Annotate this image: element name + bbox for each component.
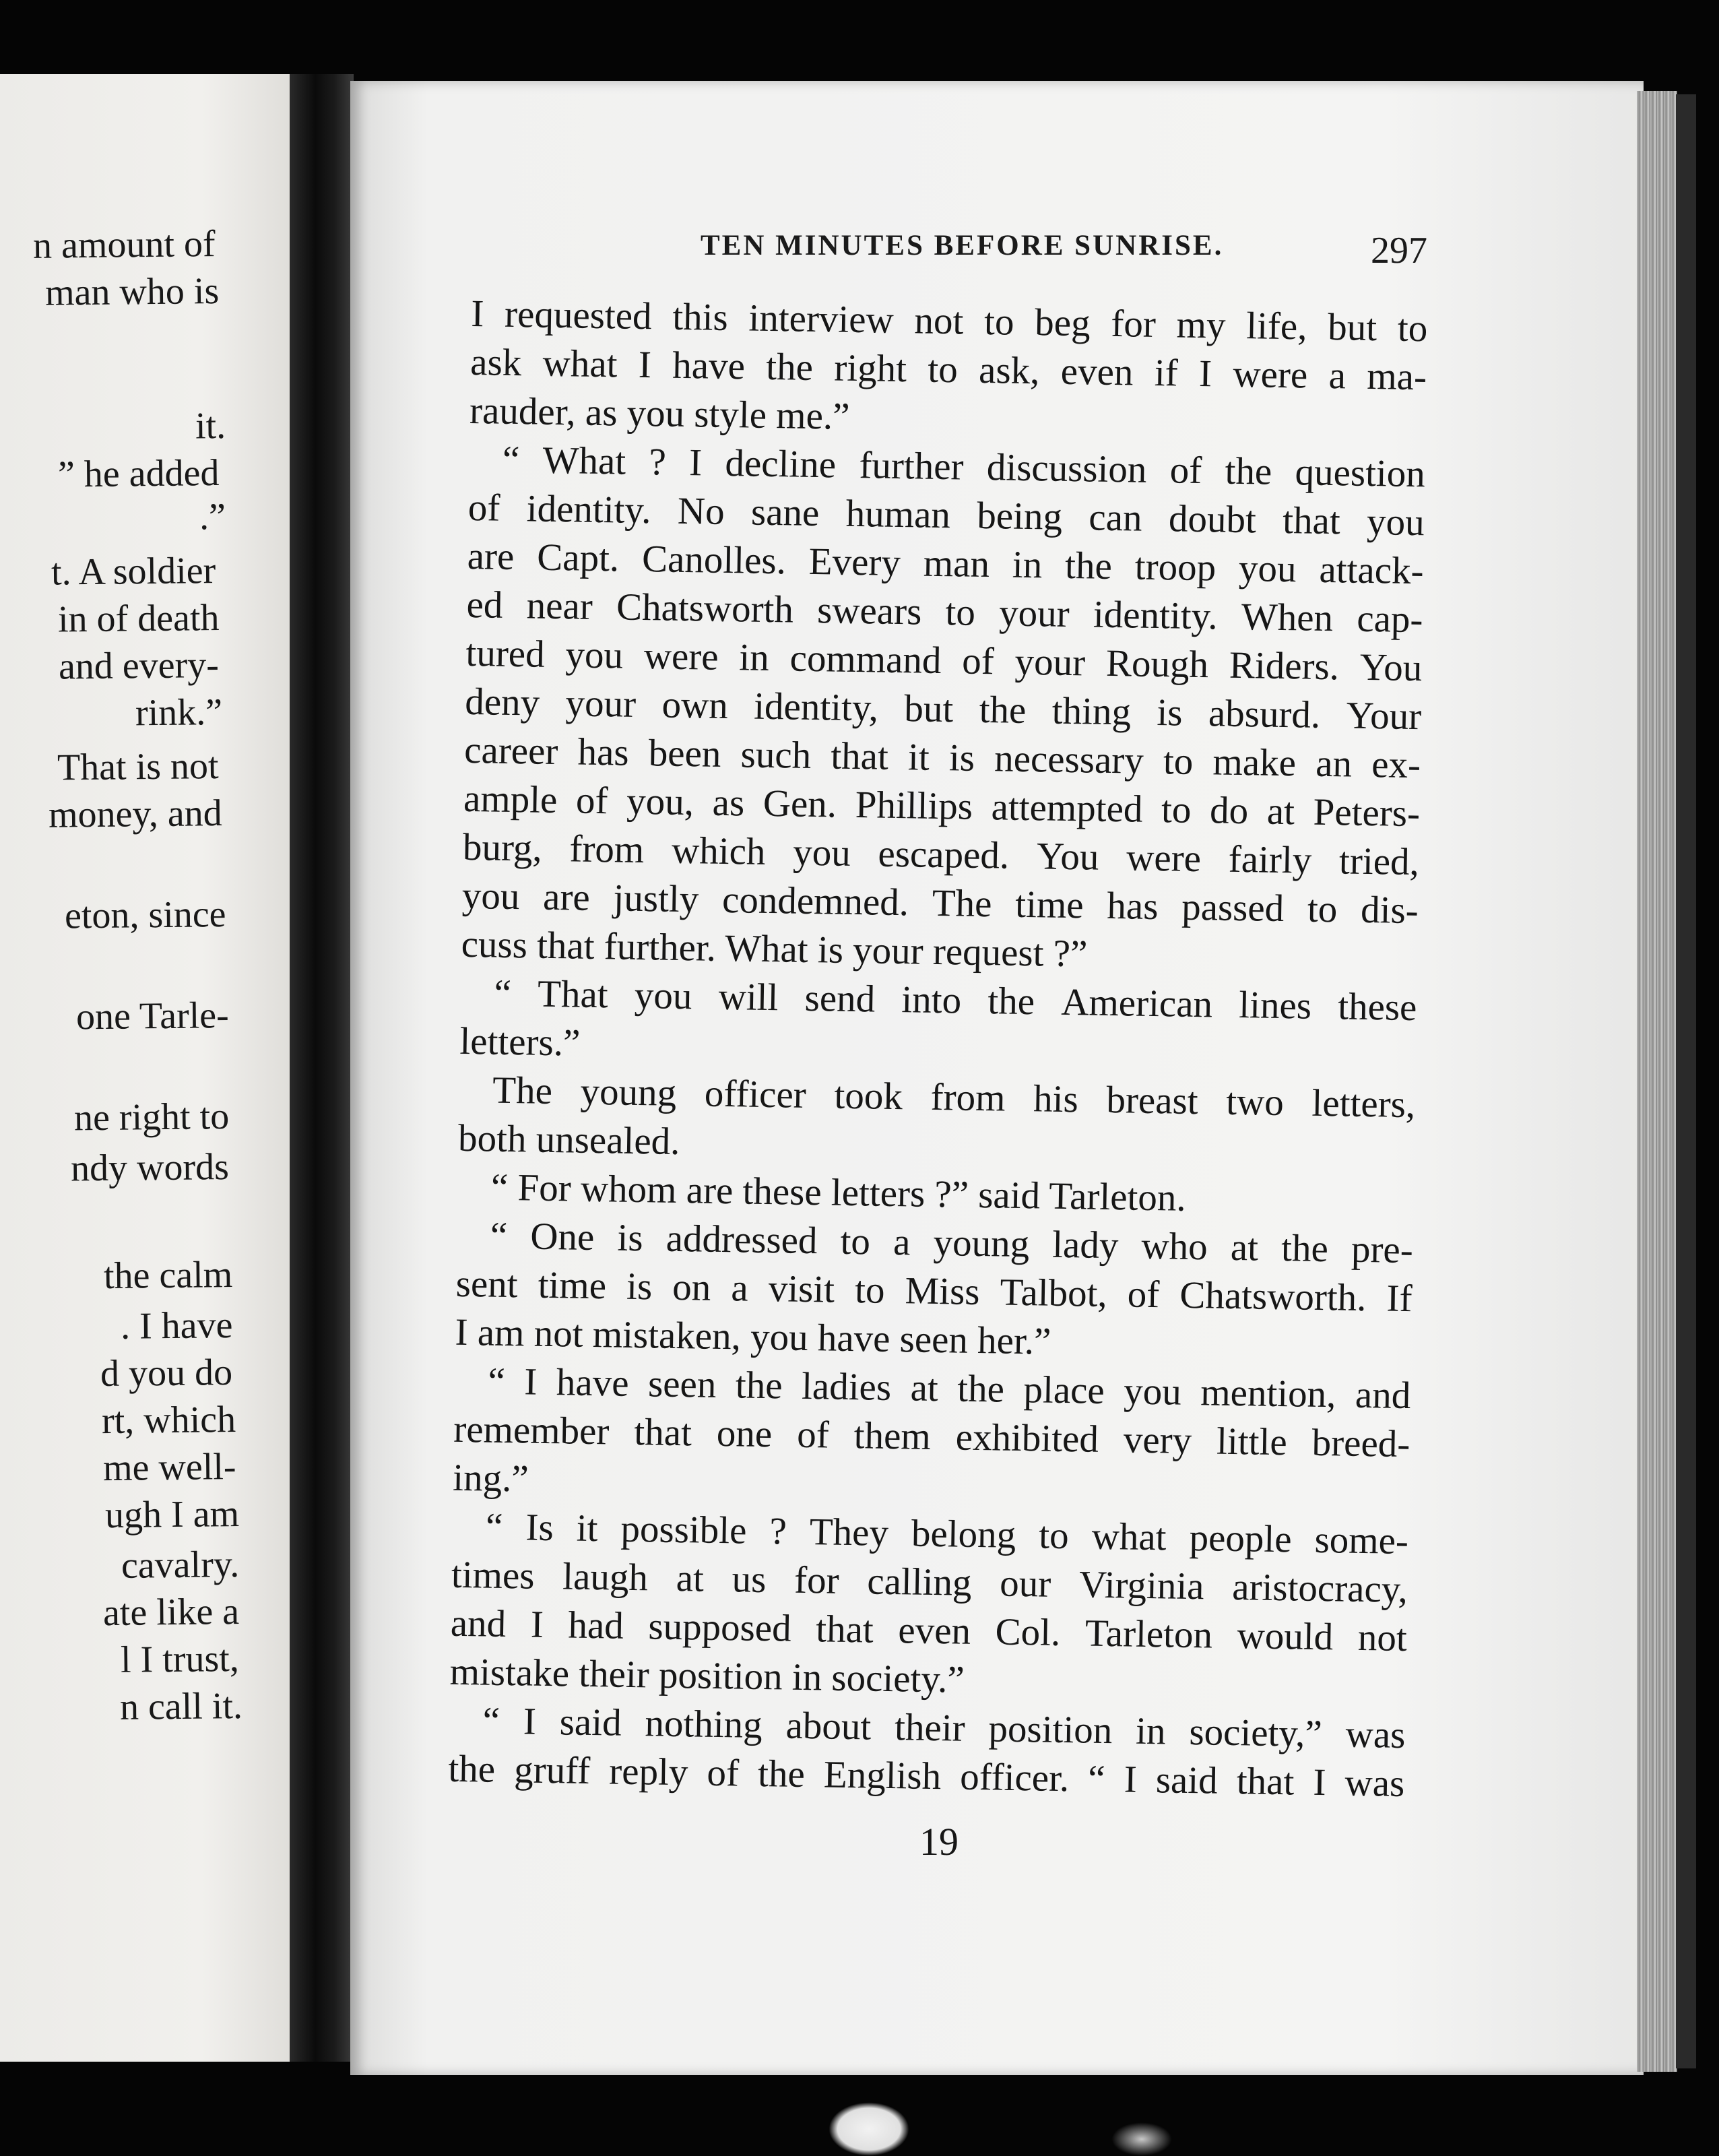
word: doubt bbox=[1168, 497, 1257, 542]
word: that bbox=[633, 1411, 692, 1455]
word: What bbox=[542, 439, 626, 483]
word: passed bbox=[1181, 885, 1285, 930]
left-page-line: n amount of bbox=[33, 223, 216, 267]
word: times bbox=[451, 1553, 536, 1597]
word: one bbox=[716, 1412, 773, 1456]
word: to bbox=[1038, 1514, 1070, 1558]
word: own bbox=[661, 683, 729, 728]
word: near bbox=[526, 584, 593, 628]
word: the bbox=[1225, 449, 1272, 493]
word: at bbox=[1230, 1226, 1259, 1269]
word: No bbox=[677, 489, 725, 533]
word: “ bbox=[490, 1214, 508, 1258]
left-page-line: d you do bbox=[100, 1352, 233, 1395]
word: I bbox=[688, 441, 703, 484]
page-edge bbox=[1637, 91, 1677, 2072]
word: is bbox=[626, 1265, 653, 1308]
word: burg, bbox=[462, 825, 543, 870]
word: Your bbox=[1346, 694, 1422, 738]
word: you bbox=[1366, 500, 1425, 544]
word: it bbox=[907, 736, 930, 779]
word: what bbox=[1091, 1515, 1167, 1559]
word: of bbox=[575, 779, 609, 823]
word: at bbox=[676, 1557, 705, 1600]
word: even bbox=[897, 1609, 971, 1653]
word: time bbox=[538, 1263, 607, 1308]
word: if bbox=[1154, 351, 1179, 395]
word: sent bbox=[455, 1262, 519, 1306]
word: and bbox=[450, 1602, 507, 1646]
word: of bbox=[707, 1751, 740, 1795]
word: of bbox=[796, 1413, 830, 1457]
word: in bbox=[1135, 1709, 1167, 1753]
word: had bbox=[568, 1604, 624, 1647]
word: little bbox=[1216, 1420, 1288, 1464]
word: tured bbox=[465, 631, 546, 676]
left-page-line: and every- bbox=[58, 644, 220, 688]
word: officer bbox=[704, 1072, 807, 1116]
left-page-line: rink.” bbox=[135, 691, 223, 734]
word: a bbox=[730, 1267, 749, 1310]
word: attempted bbox=[991, 786, 1143, 831]
word: were bbox=[1233, 352, 1308, 397]
word: who bbox=[1141, 1224, 1208, 1269]
word: Capt. bbox=[536, 536, 620, 580]
word: I bbox=[523, 1700, 537, 1743]
word: aristocracy, bbox=[1231, 1565, 1408, 1612]
word: The bbox=[932, 881, 992, 926]
text-line: rauder, as you style me.” bbox=[469, 389, 850, 438]
word: the bbox=[735, 1364, 783, 1407]
word: place bbox=[1023, 1368, 1105, 1412]
word: attack- bbox=[1319, 548, 1425, 593]
word: that bbox=[1282, 499, 1341, 543]
word: my bbox=[1176, 303, 1227, 347]
word: on bbox=[672, 1265, 711, 1309]
scan-artifact bbox=[1111, 2122, 1172, 2156]
text-line: ing.” bbox=[452, 1456, 529, 1500]
word: exhibited bbox=[955, 1416, 1099, 1461]
word: lady bbox=[1051, 1223, 1119, 1267]
word: seen bbox=[647, 1362, 717, 1406]
word: as bbox=[712, 781, 745, 825]
word: I bbox=[1124, 1758, 1138, 1801]
word: young bbox=[580, 1070, 677, 1114]
left-page-line: That is not bbox=[57, 745, 220, 789]
word: do bbox=[1209, 789, 1249, 833]
left-page-line: it. bbox=[195, 405, 226, 447]
word: identity. bbox=[526, 487, 652, 532]
word: of bbox=[961, 639, 995, 683]
word: possible bbox=[620, 1507, 747, 1552]
word: right bbox=[833, 346, 907, 391]
word: that bbox=[830, 734, 889, 778]
word: American bbox=[1060, 980, 1213, 1026]
word: the bbox=[1280, 1227, 1329, 1271]
word: ex- bbox=[1371, 743, 1421, 787]
word: I bbox=[523, 1360, 538, 1403]
left-page-line: rt, which bbox=[101, 1399, 236, 1442]
word: swears bbox=[816, 589, 922, 633]
word: Col. bbox=[995, 1610, 1061, 1654]
word: and bbox=[1355, 1373, 1411, 1418]
word: requested bbox=[504, 292, 653, 338]
word: not bbox=[914, 299, 964, 343]
word: That bbox=[537, 972, 609, 1017]
word: for bbox=[1110, 302, 1157, 346]
text-line: I am not mistaken, you have seen her.” bbox=[455, 1310, 1051, 1363]
word: can bbox=[1088, 496, 1143, 540]
word: is bbox=[948, 736, 975, 780]
left-page-line: ndy words bbox=[70, 1146, 230, 1190]
word: sane bbox=[750, 490, 820, 535]
word: it bbox=[576, 1507, 598, 1550]
word: fairly bbox=[1228, 837, 1312, 882]
word: If bbox=[1386, 1277, 1413, 1321]
left-page-line: ugh I am bbox=[104, 1493, 240, 1537]
word: Talbot, bbox=[1000, 1271, 1108, 1316]
word: was bbox=[1344, 1761, 1405, 1806]
word: I bbox=[638, 343, 652, 387]
word: the bbox=[979, 688, 1027, 732]
word: mention, bbox=[1200, 1371, 1336, 1416]
word: will bbox=[718, 975, 779, 1019]
word: has bbox=[1106, 884, 1159, 928]
word: you bbox=[792, 831, 851, 875]
word: but bbox=[903, 687, 954, 731]
word: make bbox=[1212, 740, 1297, 785]
left-page-line: n call it. bbox=[119, 1685, 243, 1728]
word: They bbox=[809, 1511, 889, 1554]
word: that bbox=[1236, 1760, 1295, 1804]
left-page-line: ” he added bbox=[57, 452, 220, 496]
word: young bbox=[933, 1221, 1030, 1266]
word: to bbox=[927, 348, 959, 391]
word: ma- bbox=[1366, 354, 1427, 399]
word: Chatsworth. bbox=[1179, 1273, 1367, 1320]
word: a bbox=[893, 1221, 911, 1264]
word: Canolles. bbox=[641, 538, 787, 583]
left-page-line: l I trust, bbox=[120, 1638, 240, 1681]
word: to bbox=[1307, 887, 1338, 931]
word: Is bbox=[525, 1506, 554, 1550]
running-head: TEN MINUTES BEFORE SUNRISE. bbox=[701, 230, 1224, 261]
word: the bbox=[765, 345, 814, 389]
word: such bbox=[740, 733, 812, 778]
word: your bbox=[998, 592, 1070, 635]
word: took bbox=[834, 1074, 903, 1118]
word: “ bbox=[482, 1699, 500, 1742]
word: a bbox=[1328, 354, 1347, 398]
word: of bbox=[1127, 1273, 1160, 1317]
word: the bbox=[1064, 544, 1113, 588]
book-cover-edge bbox=[1676, 94, 1696, 2068]
word: the bbox=[757, 1752, 806, 1796]
word: ? bbox=[769, 1510, 787, 1553]
word: two bbox=[1225, 1080, 1285, 1124]
word: our bbox=[999, 1562, 1051, 1606]
word: very bbox=[1123, 1418, 1192, 1463]
word: is bbox=[1157, 691, 1183, 734]
word: are bbox=[467, 534, 515, 579]
word: from bbox=[569, 827, 645, 872]
word: ? bbox=[649, 441, 667, 484]
word: even bbox=[1060, 350, 1134, 394]
word: of bbox=[1169, 449, 1202, 493]
left-page-line: ne right to bbox=[73, 1096, 230, 1139]
word: Rough bbox=[1105, 641, 1209, 687]
word: to bbox=[983, 300, 1015, 344]
word: that bbox=[815, 1608, 874, 1651]
word: you bbox=[634, 974, 692, 1018]
word: letters, bbox=[1311, 1081, 1416, 1127]
word: would bbox=[1237, 1614, 1334, 1659]
word: to bbox=[945, 591, 976, 634]
left-page-line: one Tarle- bbox=[75, 994, 230, 1038]
word: you bbox=[1238, 546, 1297, 591]
text-line: cuss that further. What is your request ?” bbox=[461, 922, 1088, 976]
word: some- bbox=[1314, 1518, 1409, 1563]
word: what bbox=[542, 342, 618, 386]
word: career bbox=[463, 728, 558, 773]
word: English bbox=[823, 1753, 942, 1798]
word: reply bbox=[608, 1750, 688, 1794]
word: Chatsworth bbox=[616, 585, 794, 631]
left-page-line: .” bbox=[199, 496, 226, 538]
word: his bbox=[1033, 1077, 1079, 1121]
scan-artifact bbox=[829, 2102, 909, 2156]
left-page-line: t. A soldier bbox=[51, 550, 216, 594]
word: you bbox=[461, 874, 520, 918]
word: Phillips bbox=[855, 784, 973, 828]
signature-mark: 19 bbox=[919, 1820, 959, 1864]
word: addressed bbox=[666, 1217, 818, 1263]
word: supposed bbox=[648, 1605, 792, 1650]
word: to bbox=[1161, 788, 1192, 831]
left-page-line: money, and bbox=[48, 792, 223, 836]
text-line: both unsealed. bbox=[457, 1116, 680, 1164]
word: I bbox=[1312, 1761, 1326, 1804]
text-line: “ For whom are these letters ?” said Tarleton. bbox=[490, 1166, 1187, 1219]
word: for bbox=[793, 1558, 840, 1602]
word: breast bbox=[1105, 1078, 1199, 1123]
word: lines bbox=[1238, 984, 1312, 1027]
word: man bbox=[923, 542, 990, 586]
word: Riders. bbox=[1229, 643, 1340, 689]
word: ample bbox=[463, 777, 558, 822]
word: people bbox=[1189, 1516, 1293, 1561]
word: you, bbox=[626, 780, 694, 824]
word: interview bbox=[748, 296, 895, 342]
word: from bbox=[930, 1075, 1006, 1120]
word: The bbox=[492, 1069, 553, 1113]
word: belong bbox=[911, 1512, 1016, 1556]
word: dis- bbox=[1360, 888, 1419, 932]
word: identity, bbox=[753, 685, 879, 730]
text-line: mistake their position in society.” bbox=[449, 1650, 965, 1701]
word: I bbox=[470, 292, 484, 336]
word: have bbox=[556, 1361, 630, 1405]
word: gruff bbox=[513, 1748, 591, 1793]
word: an bbox=[1315, 742, 1353, 786]
word: us bbox=[732, 1558, 767, 1602]
word: condemned. bbox=[721, 878, 909, 924]
word: the bbox=[956, 1367, 1005, 1411]
word: “ bbox=[488, 1360, 506, 1403]
word: I bbox=[1198, 352, 1212, 395]
word: I bbox=[530, 1603, 544, 1646]
left-page-line: . I have bbox=[120, 1304, 233, 1348]
word: which bbox=[671, 829, 766, 873]
word: said bbox=[559, 1701, 622, 1744]
word: One bbox=[529, 1215, 595, 1259]
word: been bbox=[648, 732, 721, 775]
word: you bbox=[565, 633, 624, 677]
word: send bbox=[804, 976, 876, 1021]
word: troop bbox=[1134, 545, 1217, 590]
word: their bbox=[894, 1706, 966, 1750]
word: at bbox=[1266, 790, 1295, 833]
word: discussion bbox=[986, 446, 1147, 491]
word: escaped. bbox=[878, 832, 1010, 877]
word: tried, bbox=[1338, 839, 1420, 884]
word: visit bbox=[768, 1267, 835, 1311]
left-page-line: cavalry. bbox=[121, 1544, 240, 1587]
word: Gen. bbox=[763, 782, 837, 826]
left-page-line: man who is bbox=[44, 270, 220, 314]
word: beg bbox=[1034, 301, 1091, 345]
word: command bbox=[789, 637, 942, 683]
word: of bbox=[467, 486, 500, 530]
word: were bbox=[1126, 836, 1202, 881]
word: in bbox=[738, 636, 770, 680]
word: ladies bbox=[801, 1364, 892, 1409]
word: laugh bbox=[562, 1555, 649, 1599]
page-number: 297 bbox=[1371, 230, 1427, 272]
word: being bbox=[976, 494, 1063, 538]
left-page-line: the calm bbox=[103, 1254, 233, 1298]
word: You bbox=[1036, 835, 1099, 879]
word: these bbox=[1337, 985, 1417, 1029]
word: necessary bbox=[994, 737, 1144, 782]
left-page bbox=[0, 74, 337, 2062]
book-gutter bbox=[290, 74, 354, 2062]
word: your bbox=[565, 682, 637, 726]
word: to bbox=[1163, 740, 1194, 783]
word: cap- bbox=[1356, 597, 1423, 641]
word: further bbox=[858, 444, 965, 488]
word: nothing bbox=[645, 1702, 763, 1747]
left-page-line: in of death bbox=[57, 597, 220, 641]
word: but bbox=[1327, 305, 1377, 350]
word: was bbox=[1345, 1713, 1406, 1757]
word: When bbox=[1241, 596, 1334, 640]
word: them bbox=[853, 1414, 932, 1458]
left-page-line: ate like a bbox=[102, 1591, 240, 1635]
word: said bbox=[1155, 1758, 1219, 1802]
word: you bbox=[1123, 1370, 1182, 1414]
word: You bbox=[1359, 645, 1423, 690]
word: the bbox=[987, 980, 1035, 1023]
word: to bbox=[854, 1269, 886, 1312]
word: Miss bbox=[905, 1269, 981, 1314]
word: ask, bbox=[978, 348, 1040, 393]
word: breed- bbox=[1311, 1421, 1410, 1466]
body-text bbox=[448, 290, 1428, 1808]
word: human bbox=[845, 492, 951, 537]
word: calling bbox=[866, 1560, 972, 1604]
word: into bbox=[901, 978, 962, 1022]
word: life, bbox=[1245, 305, 1308, 348]
word: thing bbox=[1051, 689, 1132, 734]
word: were bbox=[643, 635, 719, 678]
word: position bbox=[988, 1707, 1113, 1752]
word: decline bbox=[725, 441, 837, 486]
word: Virginia bbox=[1078, 1563, 1205, 1608]
word: this bbox=[672, 295, 729, 339]
left-page-line: me well- bbox=[102, 1446, 236, 1490]
word: absurd. bbox=[1208, 692, 1321, 736]
word: your bbox=[1014, 640, 1086, 685]
left-page-line: eton, since bbox=[64, 893, 226, 937]
word: justly bbox=[613, 877, 699, 921]
word: Every bbox=[808, 540, 901, 585]
word: remember bbox=[453, 1407, 610, 1453]
word: ask bbox=[469, 340, 522, 385]
word: to bbox=[840, 1219, 871, 1263]
word: “ bbox=[502, 438, 520, 482]
word: question bbox=[1295, 451, 1426, 496]
word: have bbox=[672, 344, 746, 388]
word: “ bbox=[485, 1505, 503, 1548]
word: is bbox=[617, 1216, 644, 1260]
word: society,” bbox=[1188, 1711, 1323, 1756]
word: to bbox=[1397, 307, 1428, 350]
word: not bbox=[1357, 1616, 1408, 1660]
text-line: letters.” bbox=[459, 1019, 581, 1065]
word: in bbox=[1012, 543, 1043, 587]
word: Tarleton bbox=[1084, 1612, 1213, 1657]
word: about bbox=[785, 1704, 872, 1748]
word: “ bbox=[494, 972, 512, 1015]
word: Peters- bbox=[1313, 790, 1421, 835]
word: are bbox=[542, 875, 591, 919]
word: has bbox=[577, 730, 630, 774]
word: ed bbox=[466, 583, 503, 627]
word: at bbox=[910, 1366, 939, 1410]
word: officer. bbox=[959, 1755, 1070, 1800]
word: the bbox=[448, 1747, 496, 1791]
word: pre- bbox=[1351, 1228, 1414, 1272]
word: identity. bbox=[1093, 593, 1219, 638]
word: “ bbox=[1087, 1757, 1106, 1801]
word: deny bbox=[464, 680, 540, 724]
word: time bbox=[1014, 883, 1084, 927]
